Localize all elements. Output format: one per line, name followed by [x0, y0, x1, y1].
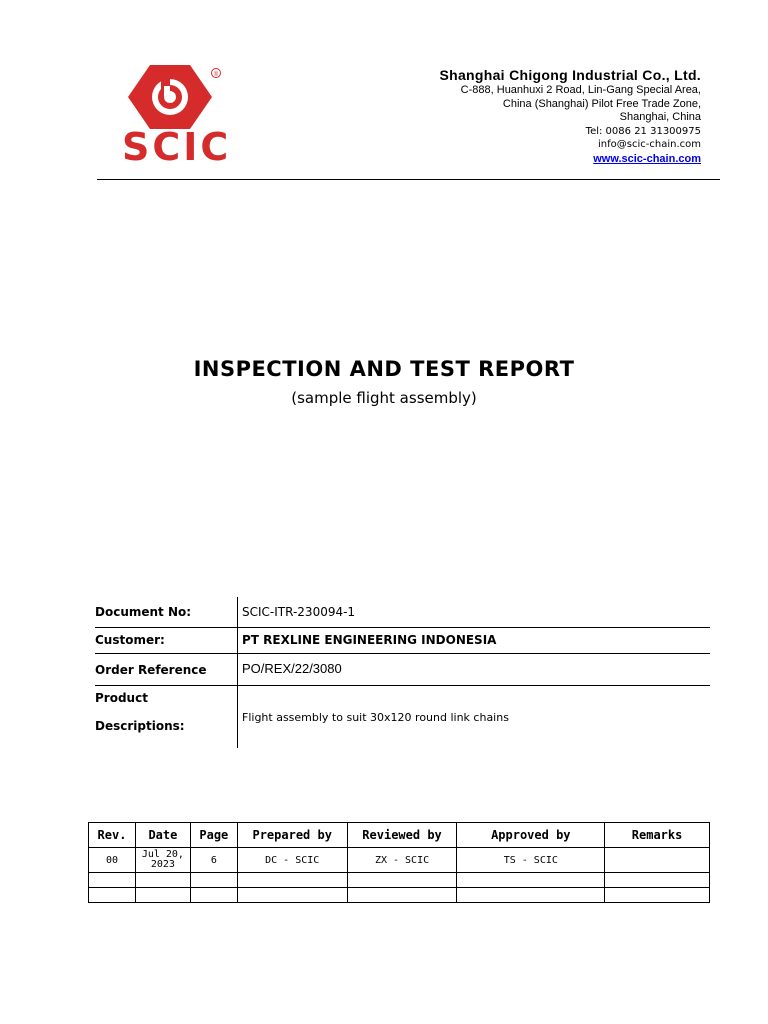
page-cell: 6	[190, 848, 237, 873]
reviewed-by-cell: ZX - SCIC	[347, 848, 457, 873]
remarks-cell	[605, 873, 710, 888]
revision-table	[88, 822, 710, 903]
col-header-rev: Rev.	[89, 823, 136, 848]
document-info-table	[95, 597, 710, 748]
report-subtitle: (sample flight assembly)	[291, 389, 477, 407]
prepared-by-cell	[237, 873, 347, 888]
address-line-1: C-888, Huanhuxi 2 Road, Lin-Gang Special Area,	[460, 84, 701, 96]
approved-by-cell: TS - SCIC	[457, 848, 605, 873]
page-cell	[190, 873, 237, 888]
registered-mark: ®	[213, 72, 219, 78]
reviewed-by-cell	[347, 873, 457, 888]
info-row-order-reference	[95, 654, 710, 686]
table-row	[89, 873, 710, 888]
remarks-cell	[605, 888, 710, 903]
order-reference-label: Order Reference	[95, 663, 207, 677]
remarks-cell	[605, 848, 710, 873]
company-header	[439, 66, 701, 166]
customer-value: PT REXLINE ENGINEERING INDONESIA	[242, 633, 497, 647]
scic-logo	[118, 62, 243, 170]
table-row	[89, 848, 710, 873]
telephone: Tel: 0086 21 31300975	[585, 125, 701, 137]
info-row-document-no	[95, 597, 710, 628]
address-line-2: China (Shanghai) Pilot Free Trade Zone,	[502, 97, 701, 110]
reviewed-by-cell	[347, 888, 457, 903]
report-title: INSPECTION AND TEST REPORT	[193, 357, 575, 381]
date-cell	[135, 888, 190, 903]
order-reference-value: PO/REX/22/3080	[242, 661, 342, 676]
customer-label: Customer:	[95, 633, 165, 647]
col-header-approved-by: Approved by	[457, 823, 605, 848]
logo-text: SCIC	[122, 125, 232, 169]
company-name: Shanghai Chigong Industrial Co., Ltd.	[439, 67, 701, 83]
approved-by-cell	[457, 888, 605, 903]
prepared-by-cell: DC - SCIC	[237, 848, 347, 873]
document-no-label: Document No:	[95, 605, 192, 619]
address-line-3: Shanghai, China	[619, 111, 701, 123]
col-header-date: Date	[135, 823, 190, 848]
approved-by-cell	[457, 873, 605, 888]
date-cell	[135, 873, 190, 888]
email: info@scic-chain.com	[598, 139, 701, 150]
header-divider	[97, 179, 720, 180]
revision-header-row	[89, 823, 710, 848]
table-row	[89, 888, 710, 903]
product-value: Flight assembly to suit 30x120 round link chains	[242, 711, 509, 724]
col-header-reviewed-by: Reviewed by	[347, 823, 457, 848]
product-label: Product	[95, 691, 148, 705]
info-row-product	[95, 686, 710, 748]
document-no-value: SCIC-ITR-230094-1	[242, 605, 356, 619]
date-cell: Jul 20, 2023	[135, 848, 190, 873]
website-link[interactable]: www.scic-chain.com	[593, 152, 701, 165]
rev-cell: 00	[89, 848, 136, 873]
rev-cell	[89, 888, 136, 903]
prepared-by-cell	[237, 888, 347, 903]
info-row-customer	[95, 628, 710, 654]
page-cell	[190, 888, 237, 903]
col-header-page: Page	[190, 823, 237, 848]
col-header-prepared-by: Prepared by	[237, 823, 347, 848]
col-header-remarks: Remarks	[605, 823, 710, 848]
rev-cell	[89, 873, 136, 888]
descriptions-label: Descriptions:	[95, 719, 185, 733]
